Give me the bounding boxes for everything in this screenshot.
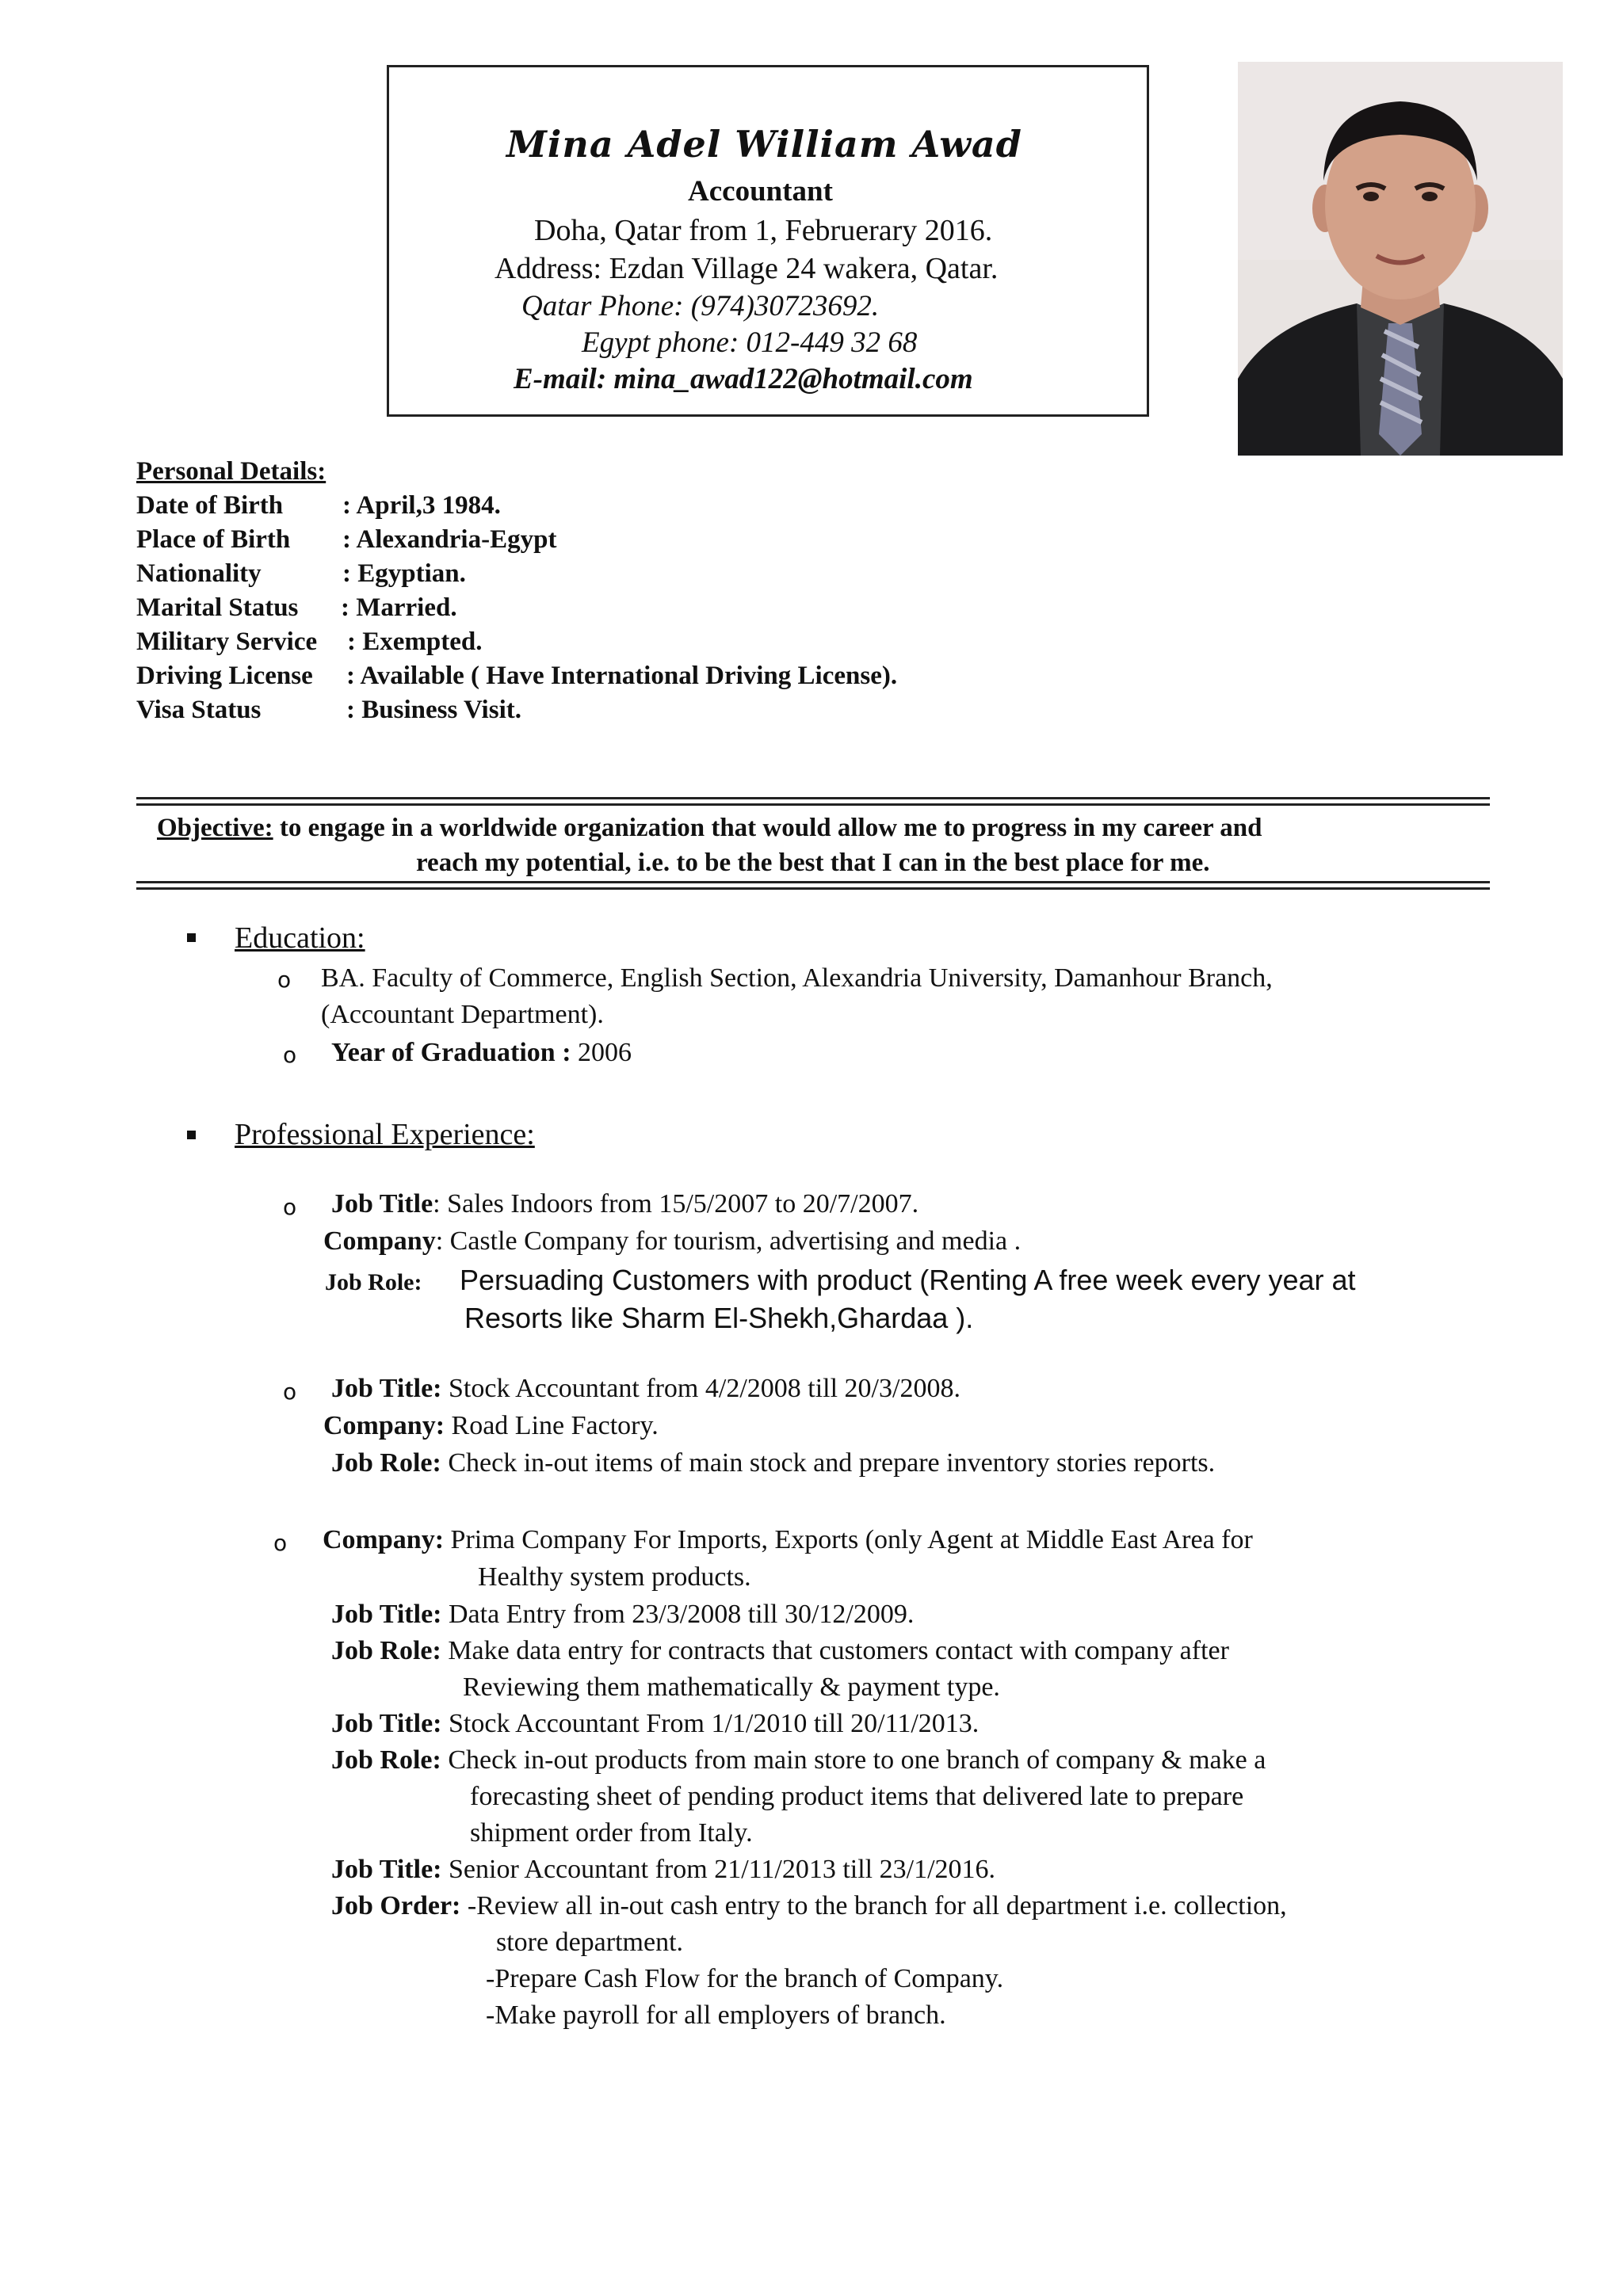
circle-bullet: o (273, 1530, 288, 1556)
pd-row-pob (136, 525, 1167, 555)
job3-title-2 (331, 1709, 979, 1739)
pd-value: : Exempted. (347, 627, 483, 656)
job-title-label: Job Title: (331, 1600, 442, 1629)
circle-bullet: o (283, 1379, 297, 1405)
job-title-value: Data Entry from 23/3/2008 till 30/12/2009. (441, 1600, 915, 1629)
graduation-label: Year of Graduation : (331, 1038, 571, 1067)
objective-line-2: reach my potential, i.e. to be the best that I can in the best place for me. (416, 849, 1210, 877)
circle-bullet: o (283, 1194, 297, 1220)
degree-line-1: BA. Faculty of Commerce, English Section, Alexandria University, Damanhour Branch, (321, 963, 1273, 993)
contact-header-box (387, 65, 1149, 417)
job-role-value: Check in-out items of main stock and prepare inventory stories reports. (441, 1448, 1216, 1478)
pd-value: : April,3 1984. (342, 491, 501, 520)
job-role-value: Check in-out products from main store to one branch of company & make a (441, 1745, 1266, 1775)
pd-label: Driving License (136, 662, 313, 690)
job-role-label: Job Role: (331, 1636, 441, 1665)
address-line: Address: Ezdan Village 24 wakera, Qatar. (495, 252, 999, 285)
job-title-heading: Accountant (688, 175, 833, 208)
square-bullet (187, 1131, 196, 1139)
job3-order-line-4: -Make payroll for all employers of branch. (486, 2000, 946, 2030)
job3-company (323, 1525, 1253, 1555)
divider (136, 797, 1490, 799)
job3-title-3 (331, 1855, 995, 1885)
job3-order-line-3: -Prepare Cash Flow for the branch of Company. (486, 1964, 1004, 1993)
pd-label: Date of Birth (136, 491, 284, 520)
experience-heading: Professional Experience: (235, 1118, 535, 1151)
pd-value: : Egyptian. (342, 559, 466, 588)
job2-role (331, 1448, 1215, 1478)
job-title-label: Job Title: (331, 1709, 442, 1738)
job-title-label: Job Title (331, 1189, 433, 1219)
pd-row-visa (136, 696, 1167, 725)
pd-value: : Business Visit. (346, 696, 521, 724)
square-bullet (187, 933, 196, 942)
job3-title-1 (331, 1600, 914, 1630)
job-role-label: Job Role: (331, 1745, 441, 1775)
job-title-label: Job Title: (331, 1374, 442, 1403)
pd-label: Place of Birth (136, 525, 291, 554)
job-role-value: Make data entry for contracts that customers contact with company after (441, 1636, 1229, 1665)
location-line: Doha, Qatar from 1, Februerary 2016. (534, 214, 993, 247)
pd-value: : Married. (341, 593, 457, 622)
job1-role-label: Job Role: (325, 1269, 422, 1295)
pd-label: Marital Status (136, 593, 299, 622)
job3-role-2 (331, 1745, 1266, 1775)
pd-row-driving (136, 662, 1167, 691)
job2-title (331, 1374, 960, 1404)
graduation-year: 2006 (571, 1038, 632, 1067)
job1-role-line-2: Resorts like Sharm El-Shekh,Ghardaa ). (464, 1302, 974, 1334)
pd-value: : Available ( Have International Driving License). (346, 662, 898, 690)
pd-row-nationality (136, 559, 1167, 589)
graduation-line (331, 1038, 632, 1068)
candidate-name: Mina Adel William Awad (506, 123, 1022, 166)
pd-label: Nationality (136, 559, 262, 588)
job3-role-1 (331, 1636, 1229, 1666)
job3-order-line-2: store department. (496, 1928, 684, 1957)
job-title-value: Senior Accountant from 21/11/2013 till 23/1/2016. (441, 1855, 996, 1884)
job3-role-2-line-3: shipment order from Italy. (470, 1818, 753, 1848)
pd-row-marital (136, 593, 1167, 623)
job1-company (323, 1226, 1021, 1257)
job-role-label: Job Role: (331, 1448, 441, 1478)
portrait-image (1238, 62, 1563, 456)
company-value: Prima Company For Imports, Exports (only Agent at Middle East Area for (444, 1525, 1253, 1554)
pd-value: : Alexandria-Egypt (342, 525, 557, 554)
job3-company-line-2: Healthy system products. (478, 1562, 751, 1592)
circle-bullet: o (277, 967, 292, 993)
egypt-phone: Egypt phone: 012-449 32 68 (582, 326, 918, 359)
company-value: : Castle Company for tourism, advertising and media . (435, 1226, 1022, 1256)
job2-company (323, 1411, 659, 1441)
divider (136, 887, 1490, 890)
job-title-value: Stock Accountant from 4/2/2008 till 20/3/2008. (441, 1374, 960, 1403)
degree-line-2: (Accountant Department). (321, 1000, 604, 1029)
qatar-phone: Qatar Phone: (974)30723692. (521, 290, 880, 322)
job3-role-2-line-2: forecasting sheet of pending product items that delivered late to prepare (470, 1782, 1244, 1811)
objective-label: Objective: (157, 814, 273, 842)
divider (136, 881, 1490, 883)
email-value: : mina_awad122@hotmail.com (596, 363, 973, 395)
pd-row-military (136, 627, 1167, 657)
pd-label: Visa Status (136, 696, 262, 724)
personal-details-heading: Personal Details: (136, 457, 327, 486)
education-heading: Education: (235, 921, 365, 955)
company-label: Company: (323, 1525, 445, 1554)
company-label: Company (323, 1226, 436, 1256)
circle-bullet: o (283, 1042, 297, 1068)
email-label: E-mail (514, 363, 597, 395)
objective-line-1 (157, 814, 1262, 843)
pd-label: Military Service (136, 627, 318, 656)
job-title-label: Job Title: (331, 1855, 442, 1884)
job-order-label: Job Order: (331, 1891, 461, 1920)
divider (136, 803, 1490, 806)
job3-order (331, 1891, 1287, 1921)
job-order-value: -Review all in-out cash entry to the branch for all department i.e. collection, (460, 1891, 1287, 1920)
pd-row-dob (136, 491, 1167, 521)
job-title-value: Stock Accountant From 1/1/2010 till 20/11/2013. (441, 1709, 980, 1738)
job3-role-1-line-2: Reviewing them mathematically & payment type. (463, 1672, 1000, 1702)
company-value: Road Line Factory. (445, 1411, 659, 1440)
job1-role-line-1: Persuading Customers with product (Renting A free week every year at (460, 1264, 1356, 1296)
profile-photo (1238, 62, 1563, 456)
email-line (514, 362, 973, 396)
job-title-value: : Sales Indoors from 15/5/2007 to 20/7/2007. (433, 1189, 919, 1219)
company-label: Company: (323, 1411, 445, 1440)
objective-text: to engage in a worldwide organization that would allow me to progress in my career and (273, 814, 1262, 842)
job1-title (331, 1189, 918, 1219)
